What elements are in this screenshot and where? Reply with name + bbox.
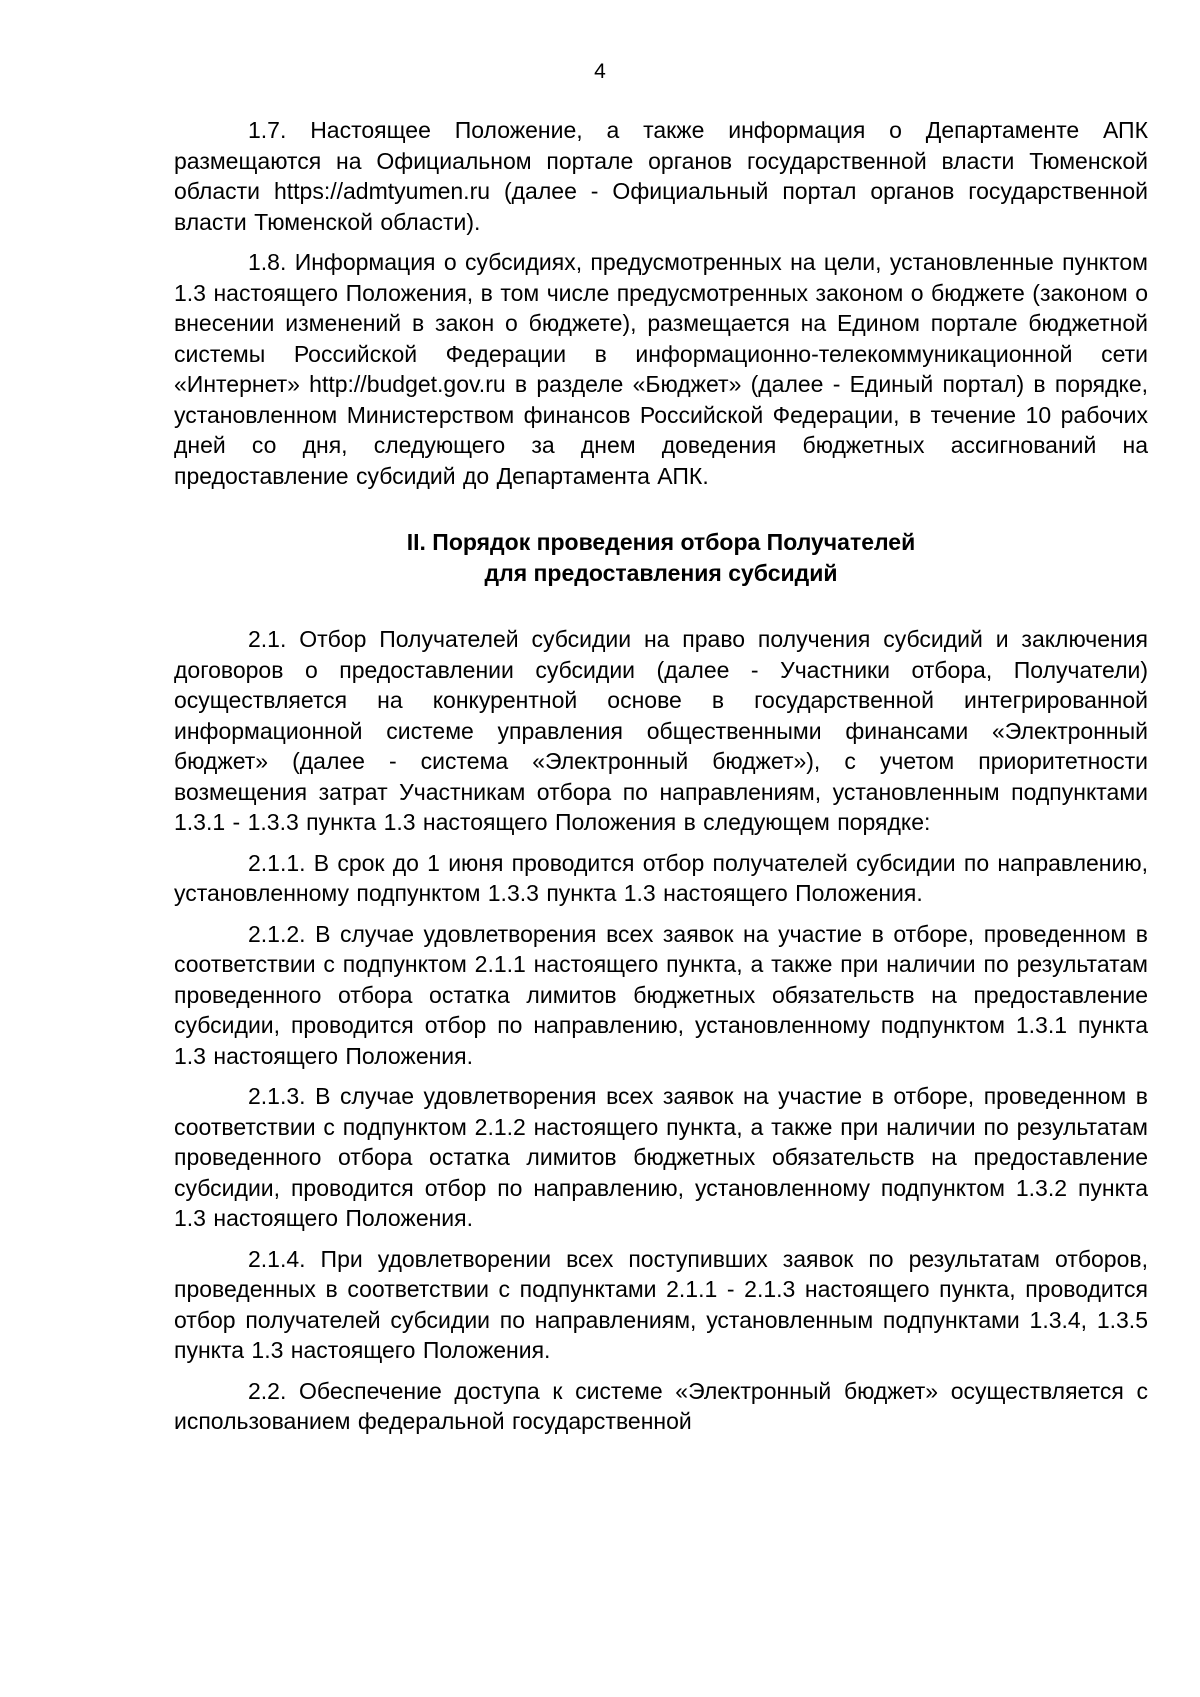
page-number: 4	[594, 60, 606, 83]
section-heading	[174, 527, 1148, 588]
paragraph-2-2: 2.2. Обеспечение доступа к системе «Электронный бюджет» осуществляется с использованием федеральной государственной	[174, 1377, 1148, 1434]
paragraph-1-7: 1.7. Настоящее Положение, а также информация о Департаменте АПК размещаются на Официальном портале органов государственной власти Тюменской области https://admtyumen.ru (далее - Официальный портал органов государственной власти Тюменской области).	[174, 117, 1148, 235]
section-heading-line-2: для предоставления субсидий	[484, 559, 838, 586]
document-body	[174, 115, 1148, 1447]
paragraph-2-1-1: 2.1.1. В срок до 1 июня проводится отбор получателей субсидии по направлению, установленному подпунктом 1.3.3 пункта 1.3 настоящего Положения.	[174, 849, 1148, 906]
paragraph-2-1: 2.1. Отбор Получателей субсидии на право получения субсидий и заключения договоров о предоставлении субсидии (далее - Участники отбора, Получатели) осуществляется на конкурентной основе в государственной интегрированной информационной системе управления общественными финансами «Электронный бюджет» (далее - система «Электронный бюджет»), с учетом приоритетности возмещения затрат Участникам отбора по направлениям, установленным подпунктами 1.3.1 - 1.3.3 пункта 1.3 настоящего Положения в следующем порядке:	[174, 626, 1148, 835]
paragraph-2-1-3: 2.1.3. В случае удовлетворения всех заявок на участие в отборе, проведенном в соответствии с подпунктом 2.1.2 настоящего пункта, а также при наличии по результатам проведенного отбора остатка лимитов бюджетных обязательств на предоставление субсидии, проводится отбор по направлению, установленному подпунктом 1.3.2 пункта 1.3 настоящего Положения.	[174, 1083, 1148, 1231]
paragraph-2-1-2: 2.1.2. В случае удовлетворения всех заявок на участие в отборе, проведенном в соответствии с подпунктом 2.1.1 настоящего пункта, а также при наличии по результатам проведенного отбора остатка лимитов бюджетных обязательств на предоставление субсидии, проводится отбор по направлению, установленному подпунктом 1.3.1 пункта 1.3 настоящего Положения.	[174, 920, 1148, 1069]
paragraph-2-1-4: 2.1.4. При удовлетворении всех поступивших заявок по результатам отборов, проведенных в соответствии с подпунктами 2.1.1 - 2.1.3 настоящего пункта, проводится отбор получателей субсидии по направлениям, установленным подпунктами 1.3.4, 1.3.5 пункта 1.3 настоящего Положения.	[174, 1245, 1148, 1363]
section-heading-line-1: II. Порядок проведения отбора Получателей	[406, 529, 916, 555]
paragraph-1-8: 1.8. Информация о субсидиях, предусмотренных на цели, установленные пунктом 1.3 настоящего Положения, в том числе предусмотренных законом о бюджете (законом о внесении изменений в закон о бюджете), размещается на Едином портале бюджетной системы Российской Федерации в информационно-телекоммуникационной сети «Интернет» http://budget.gov.ru в разделе «Бюджет» (далее - Единый портал) в порядке, установленном Министерством финансов Российской Федерации, в течение 10 рабочих дней со дня, следующего за днем доведения бюджетных ассигнований на предоставление субсидий до Департамента АПК.	[174, 249, 1148, 489]
